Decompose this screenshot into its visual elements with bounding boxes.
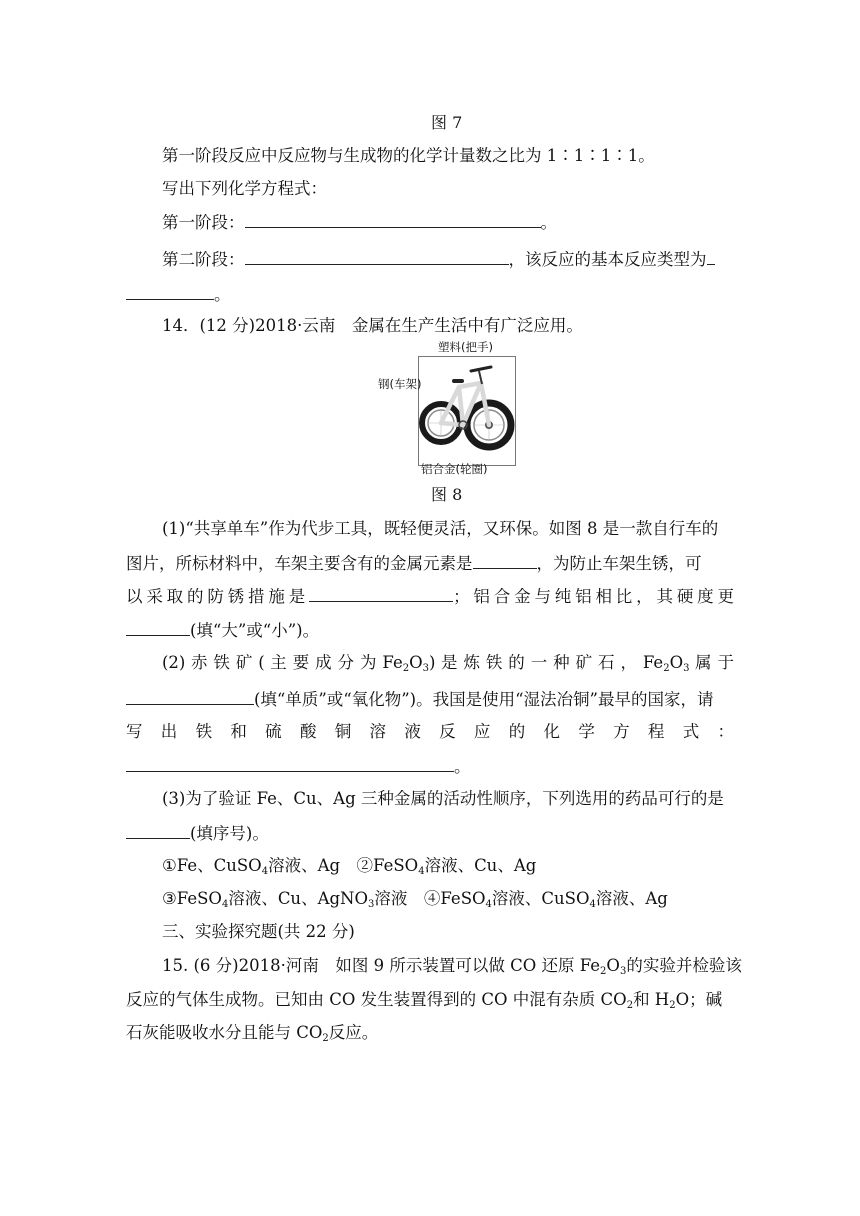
question-14-header: 14．(12 分)2018·云南 金属在生产生活中有广泛应用。	[162, 316, 583, 335]
iron-copper-equation-blank[interactable]	[126, 755, 454, 772]
stage-1-label: 第一阶段：	[162, 213, 245, 232]
stage-2-line: 第二阶段： ，该反应的基本反应类型为	[162, 248, 715, 271]
stage-1-line: 第一阶段： 。	[162, 213, 557, 232]
option-number-blank[interactable]	[126, 822, 190, 839]
bicycle-icon	[419, 357, 515, 465]
plastic-handle-label: 塑料(把手)	[438, 340, 493, 354]
q14-2-line-1: (2) 赤 铁 矿 ( 主 要 成 分 为 $Fe_2O_3$) 是 炼 铁 的 一 种 矿 石 ， $Fe_2O_3$ 属 于	[162, 653, 734, 674]
q14-1-line-2: 图片，所标材料中，车架主要含有的金属元素是 ，为防止车架生锈，可	[126, 554, 702, 573]
section-3-heading: 三、实验探究题(共 22 分)	[162, 922, 355, 941]
reaction-type-line: 。	[126, 283, 231, 306]
figure-8-caption: 图 8	[431, 485, 463, 504]
ratio-statement: 第一阶段反应中反应物与生成物的化学计量数之比为 1∶1∶1∶1。	[162, 146, 655, 165]
q15-line-1: 15. (6 分)2018·河南 如图 9 所示装置可以做 CO 还原 $Fe_2O_3$的实验并检验该	[162, 956, 742, 977]
q14-3-options-1-2: ①Fe、CuSO$_4$溶液、Ag ②FeSO$_4$溶液、Cu、Ag	[162, 856, 537, 877]
stage-2-answer-blank[interactable]	[245, 248, 509, 265]
instruction-line: 写出下列化学方程式：	[162, 179, 327, 198]
q14-2-line-3: 写 出 铁 和 硫 酸 铜 溶 液 反 应 的 化 学 方 程 式 ：	[126, 722, 734, 741]
q15-line-2: 反应的气体生成物。已知由 CO 发生装置得到的 CO 中混有杂质 $CO_2$和 $H_2O$；碱	[126, 990, 723, 1011]
hardness-blank[interactable]	[126, 619, 190, 636]
q14-3-line-2: (填序号)。	[126, 822, 269, 845]
q14-1-line-1: (1)“共享单车”作为代步工具，既轻便灵活，又环保。如图 8 是一款自行车的	[162, 519, 719, 538]
aluminum-rim-label: 铝合金(轮圈)	[421, 462, 488, 476]
stage-1-answer-blank[interactable]	[245, 211, 541, 228]
q14-1-line-3: 以采取的防锈措施是 ；铝合金与纯铝相比，其硬度更	[126, 587, 735, 606]
q14-3-line-1: (3)为了验证 Fe、Cu、Ag 三种金属的活动性顺序，下列选用的药品可行的是	[162, 789, 724, 808]
q14-1-line-4: (填“大”或“小”)。	[126, 619, 319, 642]
stage-2-label: 第二阶段：	[162, 250, 245, 269]
figure-7-caption: 图 7	[431, 113, 463, 132]
steel-frame-label: 钢(车架)	[378, 377, 422, 391]
q14-2-line-2: (填“单质”或“氧化物”)。我国是使用“湿法冶铜”最早的国家，请	[126, 688, 714, 711]
bicycle-figure	[418, 356, 516, 466]
reaction-type-answer-blank[interactable]	[126, 283, 214, 300]
q14-2-line-4: 。	[126, 755, 471, 778]
substance-type-blank[interactable]	[126, 688, 254, 705]
metal-element-blank[interactable]	[473, 552, 537, 569]
q15-line-3: 石灰能吸收水分且能与 $CO_2$反应。	[126, 1023, 379, 1044]
q14-3-options-3-4: ③FeSO$_4$溶液、Cu、AgNO$_3$溶液 ④FeSO$_4$溶液、CuSO$_4$溶液、Ag	[162, 889, 668, 910]
rust-prevention-blank[interactable]	[309, 585, 453, 602]
